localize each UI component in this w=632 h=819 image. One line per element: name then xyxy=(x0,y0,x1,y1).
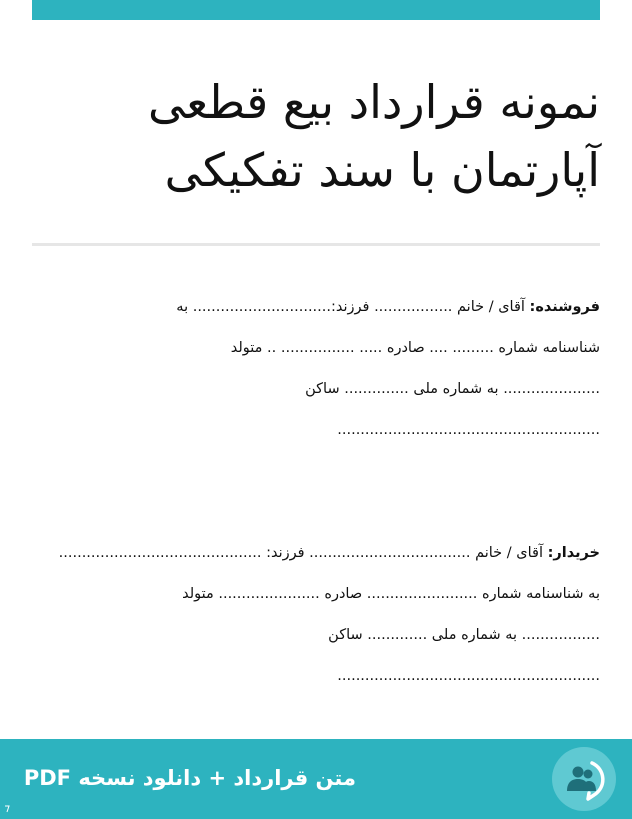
seller-row-3: ..................... به شماره ملی .............. ساکن xyxy=(305,381,600,397)
users-chat-icon xyxy=(552,747,616,811)
buyer-row-2: به شناسنامه شماره ........................ صادره ...................... متولد xyxy=(182,586,600,602)
top-accent-bar xyxy=(32,0,600,20)
buyer-label: خریدار: xyxy=(547,545,600,561)
buyer-row-4: ......................................................... xyxy=(337,668,600,684)
buyer-line-1-text: آقای / خانم ................................... فرزند: ............................................ xyxy=(58,545,548,561)
title-line-1: نمونه قرارداد بیع قطعی xyxy=(147,75,600,129)
buyer-section xyxy=(32,538,600,702)
seller-label: فروشنده: xyxy=(529,299,600,315)
buyer-row-3: ................. به شماره ملی ............. ساکن xyxy=(328,627,600,643)
seller-row-1 xyxy=(32,292,600,333)
corner-mark-icon xyxy=(4,805,10,813)
title-divider xyxy=(32,243,600,246)
users-chat-icon-svg xyxy=(552,747,616,811)
seller-line-1-text: آقای / خانم ................. فرزند:.............................. به xyxy=(176,299,530,315)
seller-row-2: شناسنامه شماره ......... .... صادره ..... ................ .. متولد xyxy=(230,340,600,356)
seller-row-4: ......................................................... xyxy=(337,422,600,438)
seller-section xyxy=(32,292,600,456)
footer-banner[interactable] xyxy=(0,739,632,819)
page-title xyxy=(32,68,600,204)
download-pdf-link[interactable]: متن قرارداد + دانلود نسخه PDF xyxy=(23,766,356,790)
buyer-row-1 xyxy=(32,538,600,579)
title-line-2: آپارتمان با سند تفکیکی xyxy=(164,143,600,197)
